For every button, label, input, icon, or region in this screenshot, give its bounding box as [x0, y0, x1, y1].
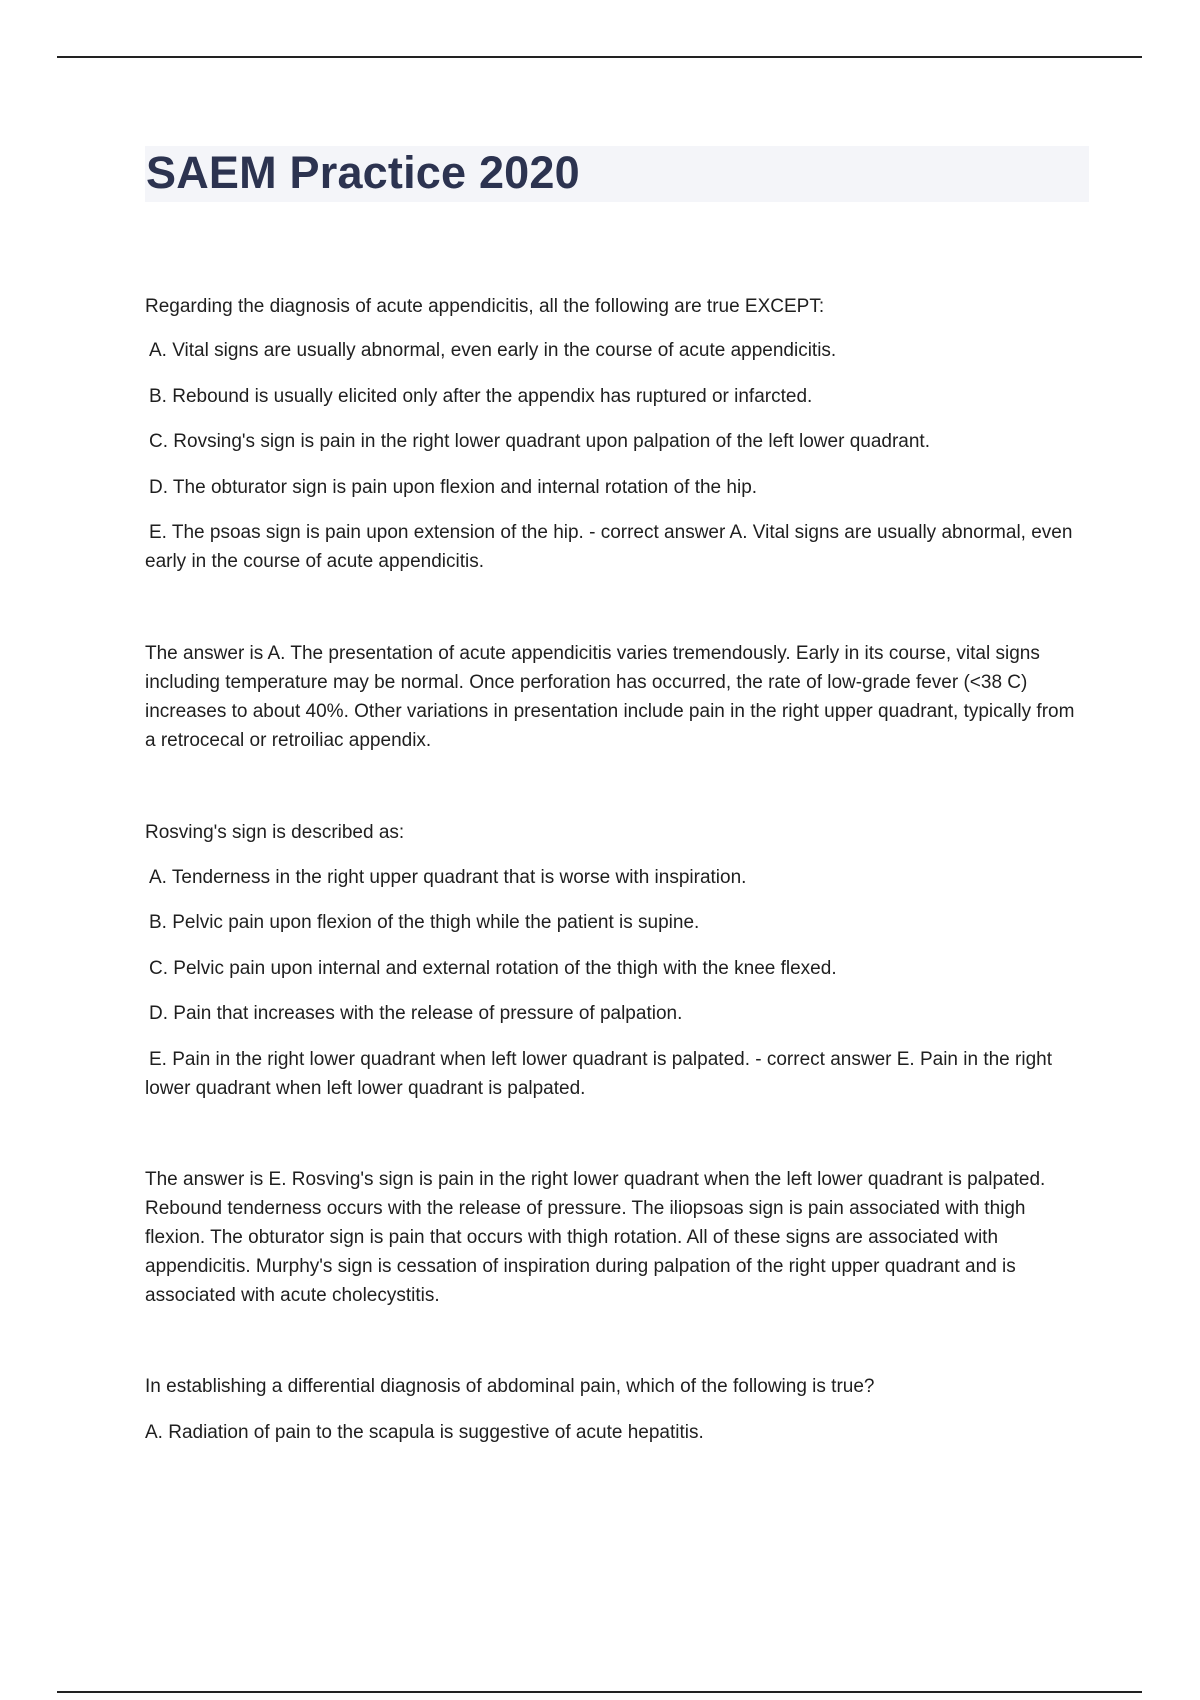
q2-option-e-answer: E. Pain in the right lower quadrant when left lower quadrant is palpated. - correct answer E. Pain in the right lower quadrant when left lower quadrant is palpated. [145, 1049, 1052, 1099]
page-title: SAEM Practice 2020 [146, 147, 580, 198]
q1-option-a: A. Vital signs are usually abnormal, even early in the course of acute appendicitis. [149, 340, 837, 361]
q1-option-d: D. The obturator sign is pain upon flexion and internal rotation of the hip. [149, 477, 758, 498]
question-1: Regarding the diagnosis of acute appendicitis, all the following are true EXCEPT: [145, 296, 825, 317]
q2-option-a: A. Tenderness in the right upper quadrant that is worse with inspiration. [149, 867, 747, 888]
q2-option-b: B. Pelvic pain upon flexion of the thigh while the patient is supine. [149, 912, 700, 933]
q1-option-c: C. Rovsing's sign is pain in the right lower quadrant upon palpation of the left lower quadrant. [149, 431, 930, 452]
q3-option-a: A. Radiation of pain to the scapula is suggestive of acute hepatitis. [145, 1422, 704, 1443]
question-2: Rosving's sign is described as: [145, 822, 405, 843]
q2-option-c: C. Pelvic pain upon internal and external rotation of the thigh with the knee flexed. [149, 958, 837, 979]
q2-explanation: The answer is E. Rosving's sign is pain in the right lower quadrant when the left lower quadrant is palpated. Rebound tenderness occurs with the release of pressure. The iliopsoas sign is pain associated with thigh flexion. The obturator sign is pain that occurs with thigh rotation. All of these signs are associated with appendicitis. Murphy's sign is cessation of inspiration during palpation of the right upper quadrant and is associated with acute cholecystitis. [145, 1169, 1046, 1306]
q1-explanation: The answer is A. The presentation of acute appendicitis varies tremendously. Early in its course, vital signs including temperature may be normal. Once perforation has occurred, the rate of low-grade fever (<38 C) increases to about 40%. Other variations in presentation include pain in the right upper quadrant, typically from a retrocecal or retroiliac appendix. [145, 643, 1075, 751]
q1-option-e-answer: E. The psoas sign is pain upon extension of the hip. - correct answer A. Vital signs are usually abnormal, even early in the course of acute appendicitis. [145, 522, 1073, 572]
question-3: In establishing a differential diagnosis of abdominal pain, which of the following is true? [145, 1376, 875, 1397]
q1-option-b: B. Rebound is usually elicited only after the appendix has ruptured or infarcted. [149, 386, 813, 407]
q2-option-d: D. Pain that increases with the release of pressure of palpation. [149, 1003, 683, 1024]
header-rule [57, 56, 1142, 58]
footer-rule [57, 1691, 1142, 1693]
